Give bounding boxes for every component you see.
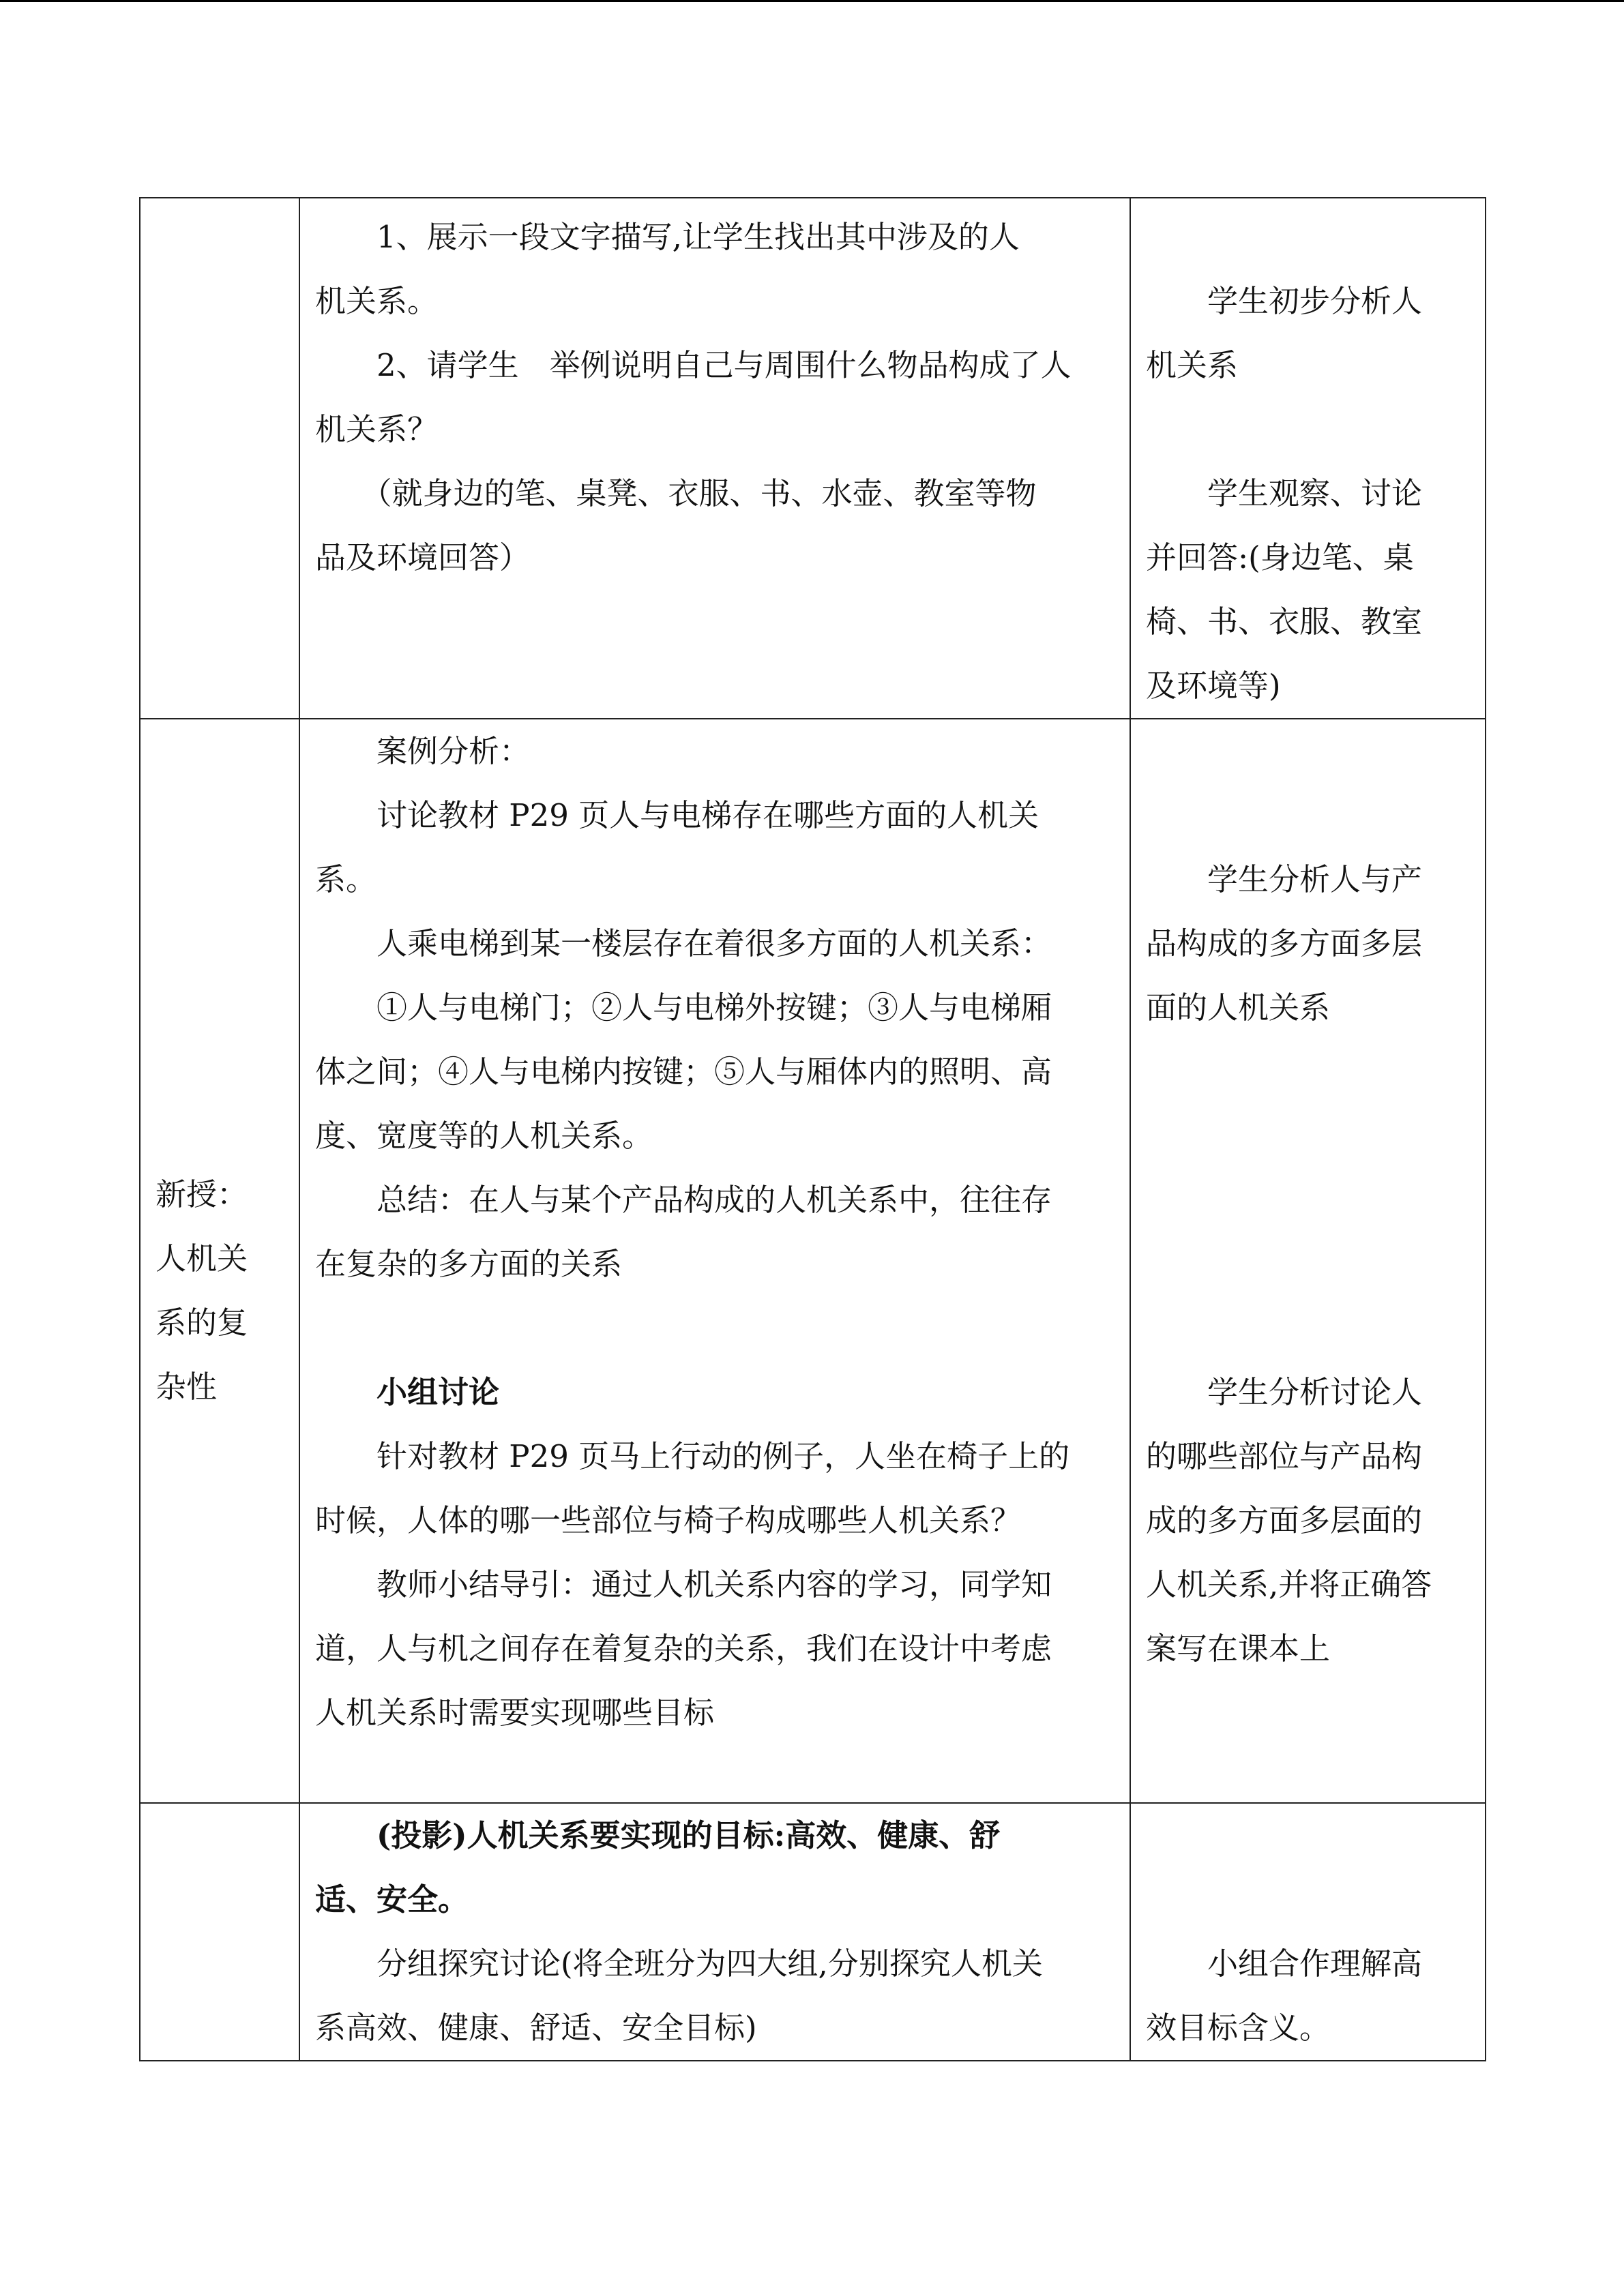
text-line: 机关系？ <box>315 411 439 447</box>
text-line: 的哪些部位与产品构 <box>1146 1438 1423 1474</box>
table-row <box>140 198 1486 719</box>
text-line: 2、请学生 举例说明自己与周围什么物品构成了人 <box>315 347 1072 383</box>
table-row <box>140 719 1486 1803</box>
section-label-line: 杂性 <box>156 1369 218 1405</box>
text-line: 系高效、健康、舒适、安全目标) <box>315 2010 757 2046</box>
text-line: 效目标含义。 <box>1146 2010 1331 2046</box>
text-line: 道，人与机之间存在着复杂的关系，我们在设计中考虑 <box>315 1630 1052 1667</box>
text-line: (投影)人机关系要实现的目标:高效、健康、舒 <box>315 1817 1001 1853</box>
text-line: 学生观察、讨论 <box>1146 475 1423 511</box>
teacher-activity-cell <box>299 198 1130 719</box>
teacher-activity-cell <box>299 719 1130 1803</box>
student-activity-cell <box>1130 719 1486 1803</box>
text-line: 案写在课本上 <box>1146 1630 1331 1667</box>
text-line: ①人与电梯门；②人与电梯外按键；③人与电梯厢 <box>315 989 1052 1026</box>
text-line: 小组合作理解高 <box>1146 1945 1423 1982</box>
section-cell <box>140 1803 299 2061</box>
text-line: 针对教材 P29 页马上行动的例子，人坐在椅子上的 <box>315 1438 1070 1474</box>
section-label-line: 人机关 <box>156 1240 248 1277</box>
text-line: 1、展示一段文字描写,让学生找出其中涉及的人 <box>315 219 1020 255</box>
text-line: 人乘电梯到某一楼层存在着很多方面的人机关系： <box>315 925 1052 961</box>
section-label-line: 新授： <box>156 1176 248 1212</box>
text-line: 分组探究讨论(将全班分为四大组,分别探究人机关 <box>315 1945 1043 1982</box>
text-line: 系。 <box>315 861 377 897</box>
text-line: 品及环境回答） <box>315 539 531 576</box>
text-line: 学生分析讨论人 <box>1146 1374 1423 1410</box>
text-line: 在复杂的多方面的关系 <box>315 1246 623 1282</box>
section-label-line: 系的复 <box>156 1304 248 1341</box>
student-activity-cell <box>1130 198 1486 719</box>
page-top-border <box>0 0 1624 2</box>
text-line: （就身边的笔、桌凳、衣服、书、水壶、教室等物 <box>315 475 1037 511</box>
text-line: 并回答:(身边笔、桌 <box>1146 539 1414 576</box>
section-cell <box>140 719 299 1803</box>
text-line: 椅、书、衣服、教室 <box>1146 603 1423 640</box>
lesson-plan-table <box>139 197 1486 2061</box>
text-line: 学生初步分析人 <box>1146 283 1423 319</box>
text-line: 案例分析： <box>315 733 531 769</box>
text-line: 机关系 <box>1146 347 1239 383</box>
group-discussion-title: 小组讨论 <box>315 1374 500 1410</box>
text-line: 讨论教材 P29 页人与电梯存在哪些方面的人机关 <box>315 797 1039 833</box>
text-line: 面的人机关系 <box>1146 989 1331 1026</box>
student-activity-cell <box>1130 1803 1486 2061</box>
table-row <box>140 1803 1486 2061</box>
text-line: 人机关系时需要实现哪些目标 <box>315 1695 715 1731</box>
text-line: 及环境等) <box>1146 668 1281 704</box>
text-line: 品构成的多方面多层 <box>1146 925 1423 961</box>
text-line: 总结：在人与某个产品构成的人机关系中，往往存 <box>315 1182 1052 1218</box>
text-line: 人机关系,并将正确答 <box>1146 1566 1432 1602</box>
section-cell <box>140 198 299 719</box>
text-line: 体之间；④人与电梯内按键；⑤人与厢体内的照明、高 <box>315 1054 1052 1090</box>
text-line: 成的多方面多层面的 <box>1146 1502 1423 1538</box>
text-line: 时候，人体的哪一些部位与椅子构成哪些人机关系？ <box>315 1502 1022 1538</box>
text-line: 机关系。 <box>315 283 439 319</box>
text-line: 学生分析人与产 <box>1146 861 1423 897</box>
text-line: 教师小结导引：通过人机关系内容的学习，同学知 <box>315 1566 1052 1602</box>
text-line: 度、宽度等的人机关系。 <box>315 1118 653 1154</box>
text-line: 适、安全。 <box>315 1881 469 1918</box>
teacher-activity-cell <box>299 1803 1130 2061</box>
